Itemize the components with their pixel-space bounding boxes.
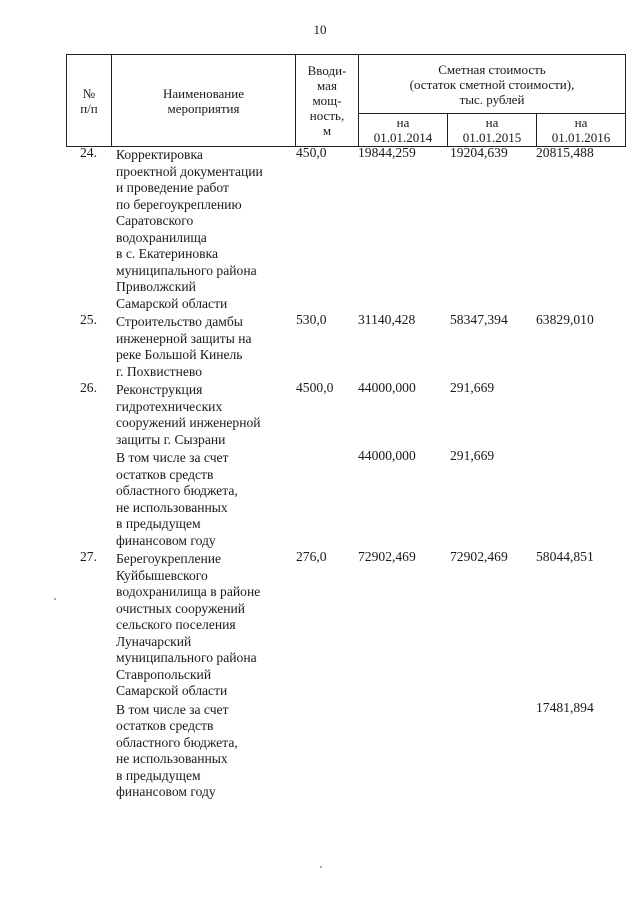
header-name: [112, 55, 296, 147]
row-name-line: в предыдущем: [116, 767, 201, 783]
header-cost: [359, 55, 626, 114]
row-name-line: остатков средств: [116, 718, 214, 733]
row-name-line: муниципального района: [116, 650, 257, 665]
row-name: [116, 380, 286, 448]
header-capacity-line: мая: [317, 78, 337, 93]
page-number: 10: [313, 22, 327, 37]
table-header: [66, 54, 626, 147]
row-capacity: 530,0: [296, 312, 327, 327]
row-cost-2014: 72902,469: [358, 549, 416, 564]
header-cost-line: тыс. рублей: [459, 91, 525, 107]
row-name-line: Берегоукрепление: [116, 551, 222, 566]
row-name: [116, 312, 286, 380]
header-capacity-line: м: [322, 123, 332, 138]
table-row: [0, 380, 640, 448]
header-date-line: 01.01.2014: [373, 130, 433, 145]
row-cost-2015: 291,669: [450, 448, 495, 463]
table-row: [0, 448, 640, 549]
row-name-line: Луначарский: [116, 633, 192, 649]
row-cost-2015: 19204,639: [450, 145, 508, 160]
row-name-line: Корректировка: [116, 147, 203, 162]
row-name-line: Реконструкция: [116, 382, 203, 397]
row-name-line: г. Похвистнево: [116, 363, 203, 379]
table-row: [0, 145, 640, 312]
row-cost-2014: 44000,000: [358, 380, 416, 395]
row-name-line: не использованных: [116, 499, 228, 515]
header-date-line: на: [574, 115, 588, 130]
row-name-line: Самарской области: [116, 295, 228, 311]
row-name: [116, 145, 286, 312]
row-name-line: не использованных: [116, 751, 228, 766]
row-name: [116, 549, 286, 700]
scan-speck: [54, 598, 56, 600]
row-name-line: по берегоукреплению: [116, 196, 242, 212]
row-capacity: 276,0: [296, 549, 327, 564]
row-cost-2015: 291,669: [450, 380, 495, 395]
header-date-line: на: [485, 115, 499, 130]
row-name-line: гидротехнических: [116, 398, 223, 414]
header-date-2016: [537, 114, 626, 147]
table-row: [0, 700, 640, 801]
row-name: [116, 448, 286, 549]
row-name-line: Куйбышевского: [116, 567, 208, 583]
row-name-line: водохранилища: [116, 229, 207, 245]
row-name-line: муниципального района: [116, 262, 257, 278]
row-name-line: очистных сооружений: [116, 600, 246, 616]
row-number: 25.: [80, 312, 97, 327]
header-cost-line: Сметная стоимость: [438, 61, 546, 77]
header-date-line: 01.01.2016: [551, 130, 611, 145]
row-name-line: в предыдущем: [116, 516, 201, 531]
row-name-line: финансовом году: [116, 532, 216, 548]
header-cost-line: (остаток сметной стоимости),: [409, 76, 575, 92]
header-name-line: Наименование: [163, 85, 244, 101]
row-cost-2014: 44000,000: [358, 448, 416, 463]
header-capacity: [296, 55, 359, 147]
header-num-line: п/п: [80, 100, 98, 116]
row-name-line: реке Большой Кинель: [116, 347, 243, 362]
row-name-line: остатков средств: [116, 466, 214, 482]
row-name-line: В том числе за счет: [116, 450, 229, 465]
row-name-line: водохранилища в районе: [116, 584, 261, 599]
row-name-line: В том числе за счет: [116, 701, 229, 717]
row-name-line: защиты г. Сызрани: [116, 431, 226, 447]
row-number: 24.: [80, 145, 97, 160]
header-capacity-line: мощ-: [312, 93, 342, 108]
row-name-line: Саратовского: [116, 213, 194, 228]
row-cost-2016: 17481,894: [536, 699, 594, 715]
row-capacity: 450,0: [296, 145, 327, 160]
row-cost-2014: 31140,428: [358, 312, 416, 327]
header-date-2015: [448, 114, 537, 147]
row-name-line: финансовом году: [116, 784, 216, 799]
row-name-line: в с. Екатериновка: [116, 246, 218, 261]
row-name-line: Самарской области: [116, 683, 228, 698]
row-name-line: Приволжский: [116, 279, 196, 294]
row-number: 27.: [80, 549, 97, 564]
header-capacity-line: ность,: [309, 108, 345, 123]
row-name-line: областного бюджета,: [116, 483, 238, 498]
row-name-line: сооружений инженерной: [116, 415, 261, 430]
header-date-line: на: [396, 115, 410, 130]
row-cost-2016: 63829,010: [536, 312, 594, 327]
row-name-line: проектной документации: [116, 163, 263, 179]
row-number: 26.: [80, 380, 97, 395]
row-name: [116, 700, 286, 801]
row-name-line: областного бюджета,: [116, 734, 238, 750]
row-name-line: Ставропольский: [116, 666, 212, 682]
header-num-line: №: [82, 85, 96, 101]
header-num: [67, 55, 112, 147]
table-body: [0, 145, 640, 801]
row-cost-2015: 58347,394: [450, 312, 508, 327]
header-date-2014: [359, 114, 448, 147]
row-cost-2015: 72902,469: [450, 549, 508, 564]
row-capacity: 4500,0: [296, 380, 334, 395]
table-row: [0, 312, 640, 380]
row-name-line: и проведение работ: [116, 180, 229, 195]
header-date-line: 01.01.2015: [462, 130, 522, 145]
row-cost-2016: 58044,851: [536, 549, 594, 564]
row-name-line: инженерной защиты на: [116, 330, 252, 346]
row-name-line: Строительство дамбы: [116, 314, 243, 329]
scan-speck: [320, 866, 322, 868]
table-row: [0, 549, 640, 700]
header-name-line: мероприятия: [167, 100, 240, 116]
row-name-line: сельского поселения: [116, 617, 236, 632]
row-cost-2014: 19844,259: [358, 145, 416, 160]
row-cost-2016: 20815,488: [536, 145, 594, 160]
header-capacity-line: Вводи-: [307, 63, 347, 78]
